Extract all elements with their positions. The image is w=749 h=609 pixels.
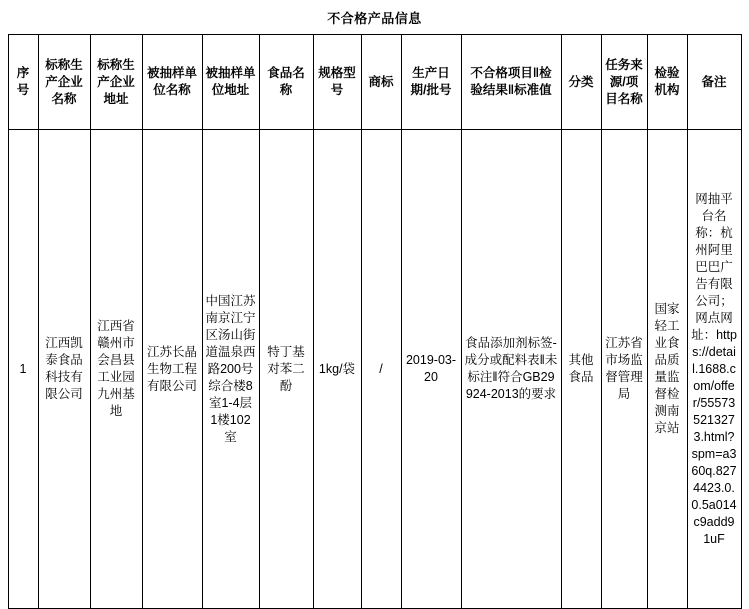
column-header-inspection-org: 检验机构	[647, 35, 687, 130]
column-header-production-date: 生产日期/批号	[401, 35, 461, 130]
page-title: 不合格产品信息	[327, 11, 422, 26]
cell-inspection-org: 国家轻工业食品质量监督检测南京站	[647, 130, 687, 609]
column-header-spec: 规格型号	[313, 35, 361, 130]
cell-production-date: 2019-03-20	[401, 130, 461, 609]
column-header-producer-name: 标称生产企业名称	[38, 35, 90, 130]
cell-spec: 1kg/袋	[313, 130, 361, 609]
table-header-row	[8, 35, 741, 130]
column-header-producer-address: 标称生产企业地址	[90, 35, 142, 130]
column-header-trademark: 商标	[361, 35, 401, 130]
cell-index: 1	[8, 130, 38, 609]
cell-failed-item: 食品添加剂标签‐成分或配料表‖未标注‖符合GB29924-2013的要求	[461, 130, 561, 609]
column-header-remark: 备注	[687, 35, 741, 130]
column-header-sampled-unit-name: 被抽样单位名称	[142, 35, 202, 130]
column-header-failed-item: 不合格项目‖检验结果‖标准值	[461, 35, 561, 130]
column-header-sampled-unit-address: 被抽样单位地址	[202, 35, 259, 130]
cell-trademark: /	[361, 130, 401, 609]
cell-producer-name: 江西凯泰食品科技有限公司	[38, 130, 90, 609]
cell-category: 其他食品	[561, 130, 601, 609]
cell-task-source: 江苏省市场监督管理局	[601, 130, 647, 609]
cell-remark: 网抽平台名称：杭州阿里巴巴广告有限公司；网点网址：https://detail.1688.com/offer/555735213273.html?spm=a360q.8274423.0.0.5a014c9add91uF	[687, 130, 741, 609]
cell-food-name: 特丁基对苯二酚	[259, 130, 313, 609]
table-row	[8, 130, 741, 609]
column-header-task-source: 任务来源/项目名称	[601, 35, 647, 130]
cell-sampled-unit-address: 中国江苏南京江宁区汤山街道温泉西路200号综合楼8室1-4层1楼102室	[202, 130, 259, 609]
cell-producer-address: 江西省赣州市会昌县工业园九州基地	[90, 130, 142, 609]
nonconforming-products-table	[8, 34, 742, 609]
column-header-food-name: 食品名称	[259, 35, 313, 130]
column-header-index: 序号	[8, 35, 38, 130]
cell-sampled-unit-name: 江苏长晶生物工程有限公司	[142, 130, 202, 609]
column-header-category: 分类	[561, 35, 601, 130]
